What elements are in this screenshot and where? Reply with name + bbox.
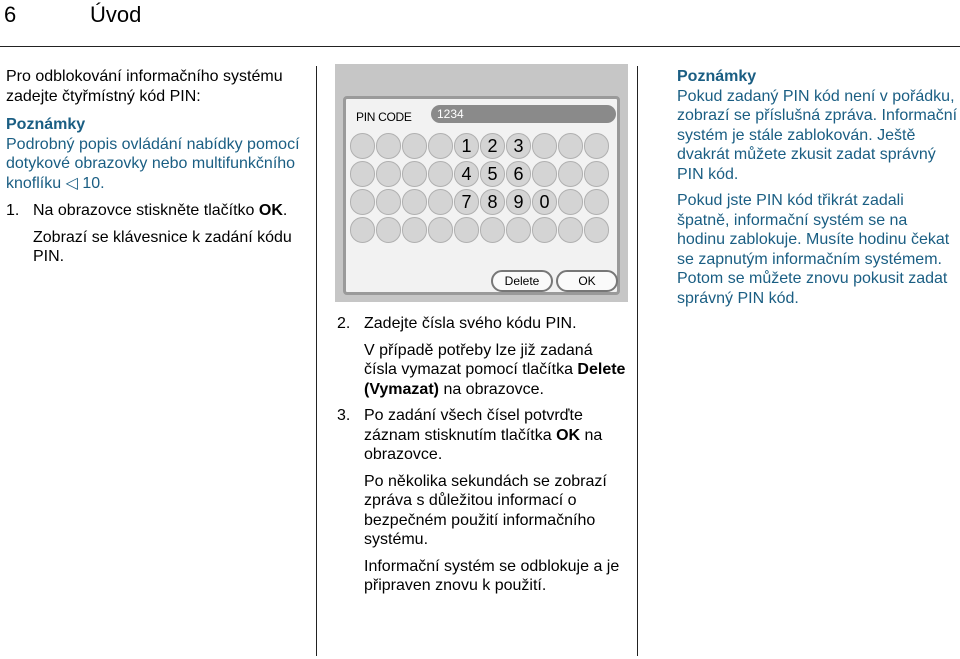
key-2: 2 — [480, 133, 505, 159]
note-heading: Poznámky — [6, 116, 86, 133]
note-heading-right: Poznámky — [677, 68, 757, 85]
key-1: 1 — [454, 133, 479, 159]
key — [350, 217, 375, 243]
key — [428, 189, 453, 215]
step-3-number: 3. — [337, 407, 351, 424]
key — [402, 133, 427, 159]
key — [402, 189, 427, 215]
key — [350, 189, 375, 215]
key — [350, 161, 375, 187]
pin-code-label: PIN CODE — [356, 110, 412, 124]
step-2-text: Zadejte čísla svého kódu PIN. — [364, 315, 577, 332]
key — [532, 217, 557, 243]
right-column — [677, 67, 958, 308]
key — [584, 189, 609, 215]
key-9: 9 — [506, 189, 531, 215]
ok-button: OK — [556, 270, 618, 292]
ok-button-ref-2: OK — [556, 426, 581, 444]
step-1 — [6, 201, 306, 221]
step-1-sub: Zobrazí se klávesnice k zadání kódu PIN. — [33, 228, 292, 265]
key — [584, 217, 609, 243]
key-8: 8 — [480, 189, 505, 215]
step-2-sub-b: na obrazovce. — [443, 380, 544, 398]
pin-screen-image — [335, 64, 628, 302]
key — [376, 133, 401, 159]
key — [558, 133, 583, 159]
key — [506, 217, 531, 243]
key — [558, 189, 583, 215]
step-3 — [337, 406, 629, 465]
key — [558, 161, 583, 187]
column-divider-right — [637, 66, 638, 656]
delete-button-ref: Delete (Vymazat) — [364, 361, 626, 398]
key — [558, 217, 583, 243]
delete-button: Delete — [491, 270, 553, 292]
key — [480, 217, 505, 243]
info-paragraph-2: Informační systém se odblokuje a je připraven znovu k použití. — [364, 557, 620, 594]
key — [402, 217, 427, 243]
left-column — [6, 67, 306, 267]
key-6: 6 — [506, 161, 531, 187]
key-7: 7 — [454, 189, 479, 215]
key-0: 0 — [532, 189, 557, 215]
page-number: 6 — [4, 2, 17, 27]
step-2-sub — [337, 341, 629, 400]
keypad-row — [350, 133, 616, 159]
key-4: 4 — [454, 161, 479, 187]
key — [454, 217, 479, 243]
key — [376, 161, 401, 187]
pin-code-field: 1234 — [431, 105, 616, 123]
step-1-end: . — [282, 202, 288, 219]
step-1-number: 1. — [6, 202, 20, 219]
key — [428, 161, 453, 187]
step-3-text-b: na obrazovce. — [364, 426, 603, 463]
key — [350, 133, 375, 159]
middle-column — [337, 314, 629, 596]
step-3-text-a: Po zadání všech čísel potvrďte záznam stisknutím tlačítka — [364, 407, 583, 444]
key-5: 5 — [480, 161, 505, 187]
key — [376, 189, 401, 215]
key — [532, 133, 557, 159]
info-paragraph-1: Po několika sekundách se zobrazí zpráva s důležitou informací o bezpečném použití informačního systému. — [364, 472, 607, 548]
note-text — [6, 135, 306, 194]
intro-text: Pro odblokování informačního systému zadejte čtyřmístný kód PIN: — [6, 68, 283, 105]
key — [584, 161, 609, 187]
note-body: Podrobný popis ovládání nabídky pomocí dotykové obrazovky nebo multifunkčního knoflíku — [6, 135, 300, 192]
key — [428, 133, 453, 159]
page-title: Úvod — [90, 2, 142, 27]
ok-button-ref: OK — [258, 202, 283, 219]
step-1-text: Na obrazovce stiskněte tlačítko — [33, 202, 255, 219]
page-ref[interactable]: 10. — [82, 174, 105, 192]
step-2-sub-a: V případě potřeby lze již zadaná čísla vymazat pomocí tlačítka — [364, 341, 593, 378]
keypad-row — [350, 161, 616, 187]
keypad-row — [350, 217, 616, 243]
keypad-row — [350, 189, 616, 215]
key-3: 3 — [506, 133, 531, 159]
key — [584, 133, 609, 159]
step-2 — [337, 314, 629, 334]
step-2-number: 2. — [337, 315, 351, 332]
page-ref-arrow-icon: ◁ — [65, 174, 78, 192]
note-paragraph-2: Pokud jste PIN kód třikrát zadali špatně, informační systém se na hodinu zablokuje. Musíte hodinu čekat se zapnutým informačním systémem. Potom se můžete znovu pokusit zadat správný PIN kód. — [677, 192, 950, 307]
key — [532, 161, 557, 187]
key — [428, 217, 453, 243]
key — [402, 161, 427, 187]
keypad — [350, 133, 616, 245]
note-paragraph-1: Pokud zadaný PIN kód není v pořádku, zobrazí se příslušná zpráva. Informační systém je stále zablokován. Ještě dvakrát můžete zkusit zadat správný PIN kód. — [677, 87, 958, 183]
pin-panel — [343, 96, 620, 295]
column-divider-left — [316, 66, 317, 656]
key — [376, 217, 401, 243]
header-rule — [0, 46, 960, 47]
